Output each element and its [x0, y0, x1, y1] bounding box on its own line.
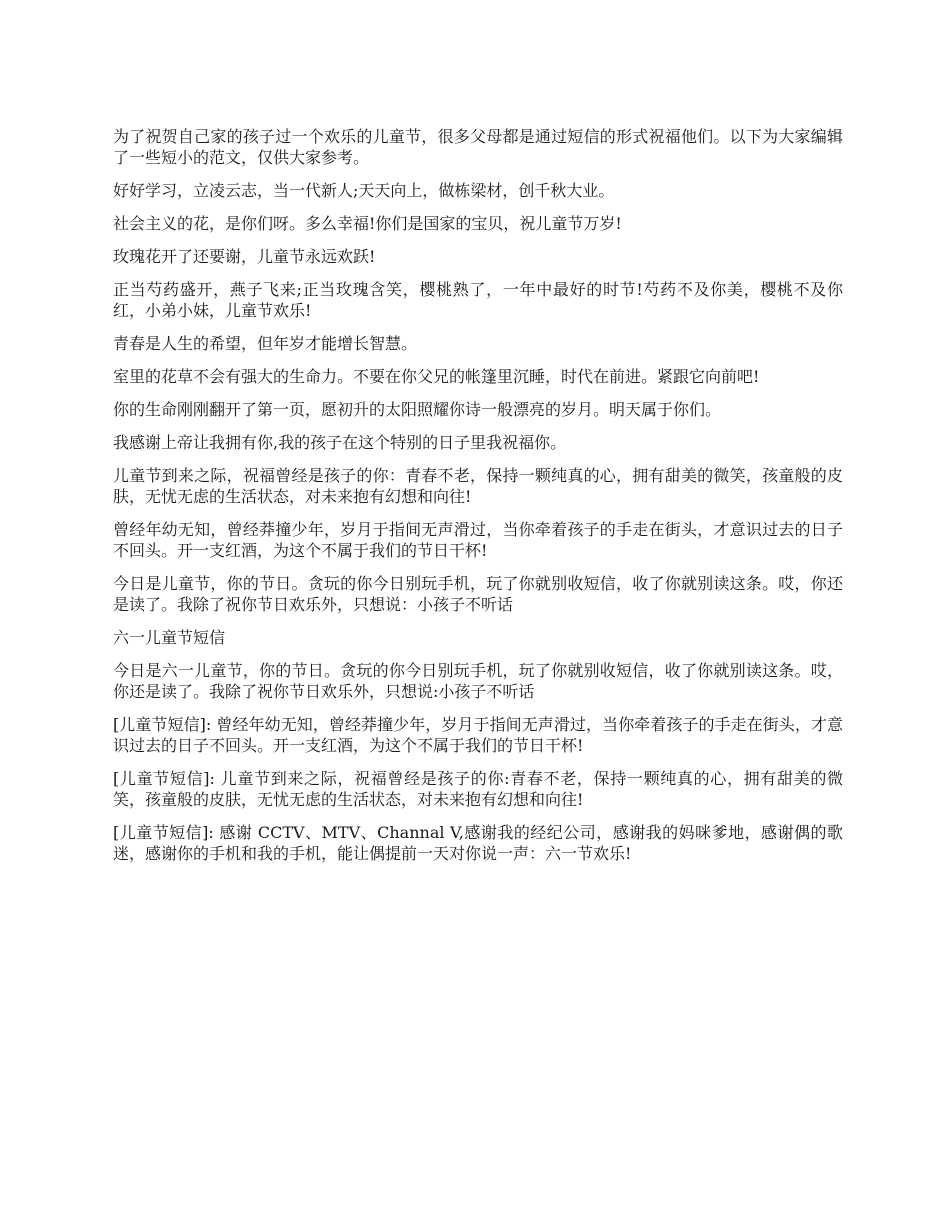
wish-paragraph: 曾经年幼无知，曾经莽撞少年，岁月于指间无声滑过，当你牵着孩子的手走在街头，才意识过去的日子不回头。开一支红酒，为这个不属于我们的节日干杯!	[113, 520, 843, 560]
sms-paragraph: [儿童节短信]: 曾经年幼无知，曾经莽撞少年，岁月于指间无声滑过，当你牵着孩子的手走在街头，才意识过去的日子不回头。开一支红酒，为这个不属于我们的节日干杯!	[113, 715, 843, 755]
wish-paragraph: 青春是人生的希望，但年岁才能增长智慧。	[113, 334, 418, 353]
document-body	[113, 126, 843, 876]
sms-paragraph: [儿童节短信]: 儿童节到来之际，祝福曾经是孩子的你:青春不老，保持一颗纯真的心，拥有甜美的微笑，孩童般的皮肤，无忧无虑的生活状态，对未来抱有幻想和向往!	[113, 769, 843, 809]
sms-paragraph: [儿童节短信]: 感谢 CCTV、MTV、Channal V,感谢我的经纪公司，感谢我的妈咪爹地，感谢偶的歌迷，感谢你的手机和我的手机，能让偶提前一天对你说一声：六一节欢乐!	[113, 823, 843, 863]
wish-paragraph: 室里的花草不会有强大的生命力。不要在你父兄的帐篷里沉睡，时代在前进。紧跟它向前吧!	[113, 367, 760, 386]
wish-paragraph: 好好学习，立凌云志，当一代新人;天天向上，做栋梁材，创千秋大业。	[113, 181, 615, 200]
wish-paragraph: 你的生命刚刚翻开了第一页，愿初升的太阳照耀你诗一般漂亮的岁月。明天属于你们。	[113, 400, 722, 419]
wish-paragraph: 社会主义的花，是你们呀。多么幸福!你们是国家的宝贝，祝儿童节万岁!	[113, 214, 622, 233]
intro-paragraph: 为了祝贺自己家的孩子过一个欢乐的儿童节，很多父母都是通过短信的形式祝福他们。以下为大家编辑了一些短小的范文，仅供大家参考。	[113, 127, 843, 167]
wish-paragraph: 今日是儿童节，你的节日。贪玩的你今日别玩手机，玩了你就别收短信，收了你就别读这条。哎，你还是读了。我除了祝你节日欢乐外，只想说：小孩子不听话	[113, 574, 843, 614]
wish-paragraph: 正当芍药盛开，燕子飞来;正当玫瑰含笑，樱桃熟了，一年中最好的时节!芍药不及你美，樱桃不及你红，小弟小妹，儿童节欢乐!	[113, 280, 843, 320]
wish-paragraph: 我感谢上帝让我拥有你,我的孩子在这个特别的日子里我祝福你。	[113, 433, 567, 452]
wish-paragraph: 玫瑰花开了还要谢，儿童节永远欢跃!	[113, 247, 376, 266]
wish-paragraph: 今日是六一儿童节，你的节日。贪玩的你今日别玩手机，玩了你就别收短信，收了你就别读这条。哎，你还是读了。我除了祝你节日欢乐外，只想说:小孩子不听话	[113, 661, 843, 701]
wish-paragraph: 儿童节到来之际，祝福曾经是孩子的你：青春不老，保持一颗纯真的心，拥有甜美的微笑，孩童般的皮肤，无忧无虑的生活状态，对未来抱有幻想和向往!	[113, 466, 843, 506]
section-heading: 六一儿童节短信	[113, 628, 226, 647]
